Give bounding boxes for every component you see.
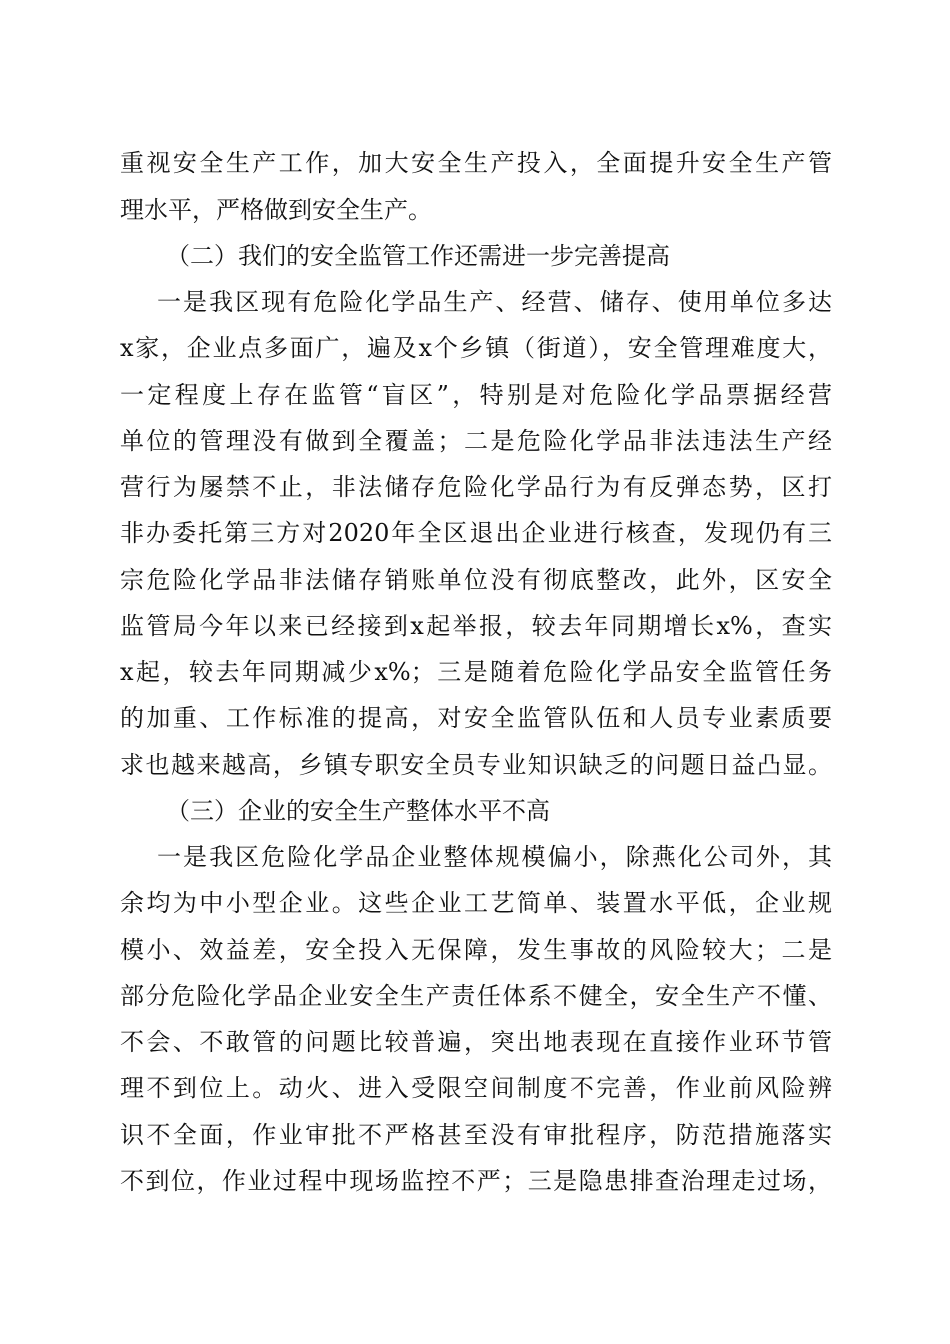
paragraph-line: 识不全面，作业审批不严格甚至没有审批程序，防范措施落实 — [120, 1121, 832, 1149]
paragraph-line: 营行为屡禁不止，非法储存危险化学品行为有反弹态势，区打 — [120, 473, 832, 501]
paragraph-line: x起，较去年同期减少x%；三是随着危险化学品安全监管任务 — [120, 658, 832, 686]
paragraph-line: 的加重、工作标准的提高，对安全监管队伍和人员专业素质要 — [120, 704, 832, 732]
paragraph-line: 一是我区现有危险化学品生产、经营、储存、使用单位多达 — [157, 288, 832, 316]
paragraph-line: 单位的管理没有做到全覆盖；二是危险化学品非法违法生产经 — [120, 427, 832, 455]
paragraph-line: x家，企业点多面广，遍及x个乡镇（街道），安全管理难度大， — [120, 334, 832, 362]
section-heading-2: （二）我们的安全监管工作还需进一步完善提高 — [166, 242, 670, 270]
paragraph-line: 理不到位上。动火、进入受限空间制度不完善，作业前风险辨 — [120, 1074, 832, 1102]
paragraph-line: 部分危险化学品企业安全生产责任体系不健全，安全生产不懂、 — [120, 982, 832, 1010]
paragraph-line: 宗危险化学品非法储存销账单位没有彻底整改，此外，区安全 — [120, 566, 832, 594]
section-heading-3: （三）企业的安全生产整体水平不高 — [166, 797, 550, 825]
paragraph-line: 不到位，作业过程中现场监控不严；三是隐患排查治理走过场， — [120, 1167, 832, 1195]
paragraph-line: 理水平，严格做到安全生产。 — [120, 196, 432, 224]
paragraph-line: 重视安全生产工作，加大安全生产投入，全面提升安全生产管 — [120, 149, 832, 177]
paragraph-line: 不会、不敢管的问题比较普遍，突出地表现在直接作业环节管 — [120, 1028, 832, 1056]
paragraph-line: 模小、效益差，安全投入无保障，发生事故的风险较大；二是 — [120, 936, 832, 964]
paragraph-line: 一是我区危险化学品企业整体规模偏小，除燕化公司外，其 — [157, 843, 832, 871]
paragraph-line: 求也越来越高，乡镇专职安全员专业知识缺乏的问题日益凸显。 — [120, 751, 832, 779]
paragraph-line: 余均为中小型企业。这些企业工艺简单、装置水平低，企业规 — [120, 889, 832, 917]
paragraph-line: 非办委托第三方对2020年全区退出企业进行核查，发现仍有三 — [120, 519, 832, 547]
paragraph-line: 监管局今年以来已经接到x起举报，较去年同期增长x%，查实 — [120, 612, 832, 640]
paragraph-line: 一定程度上存在监管“盲区”，特别是对危险化学品票据经营 — [120, 381, 832, 409]
